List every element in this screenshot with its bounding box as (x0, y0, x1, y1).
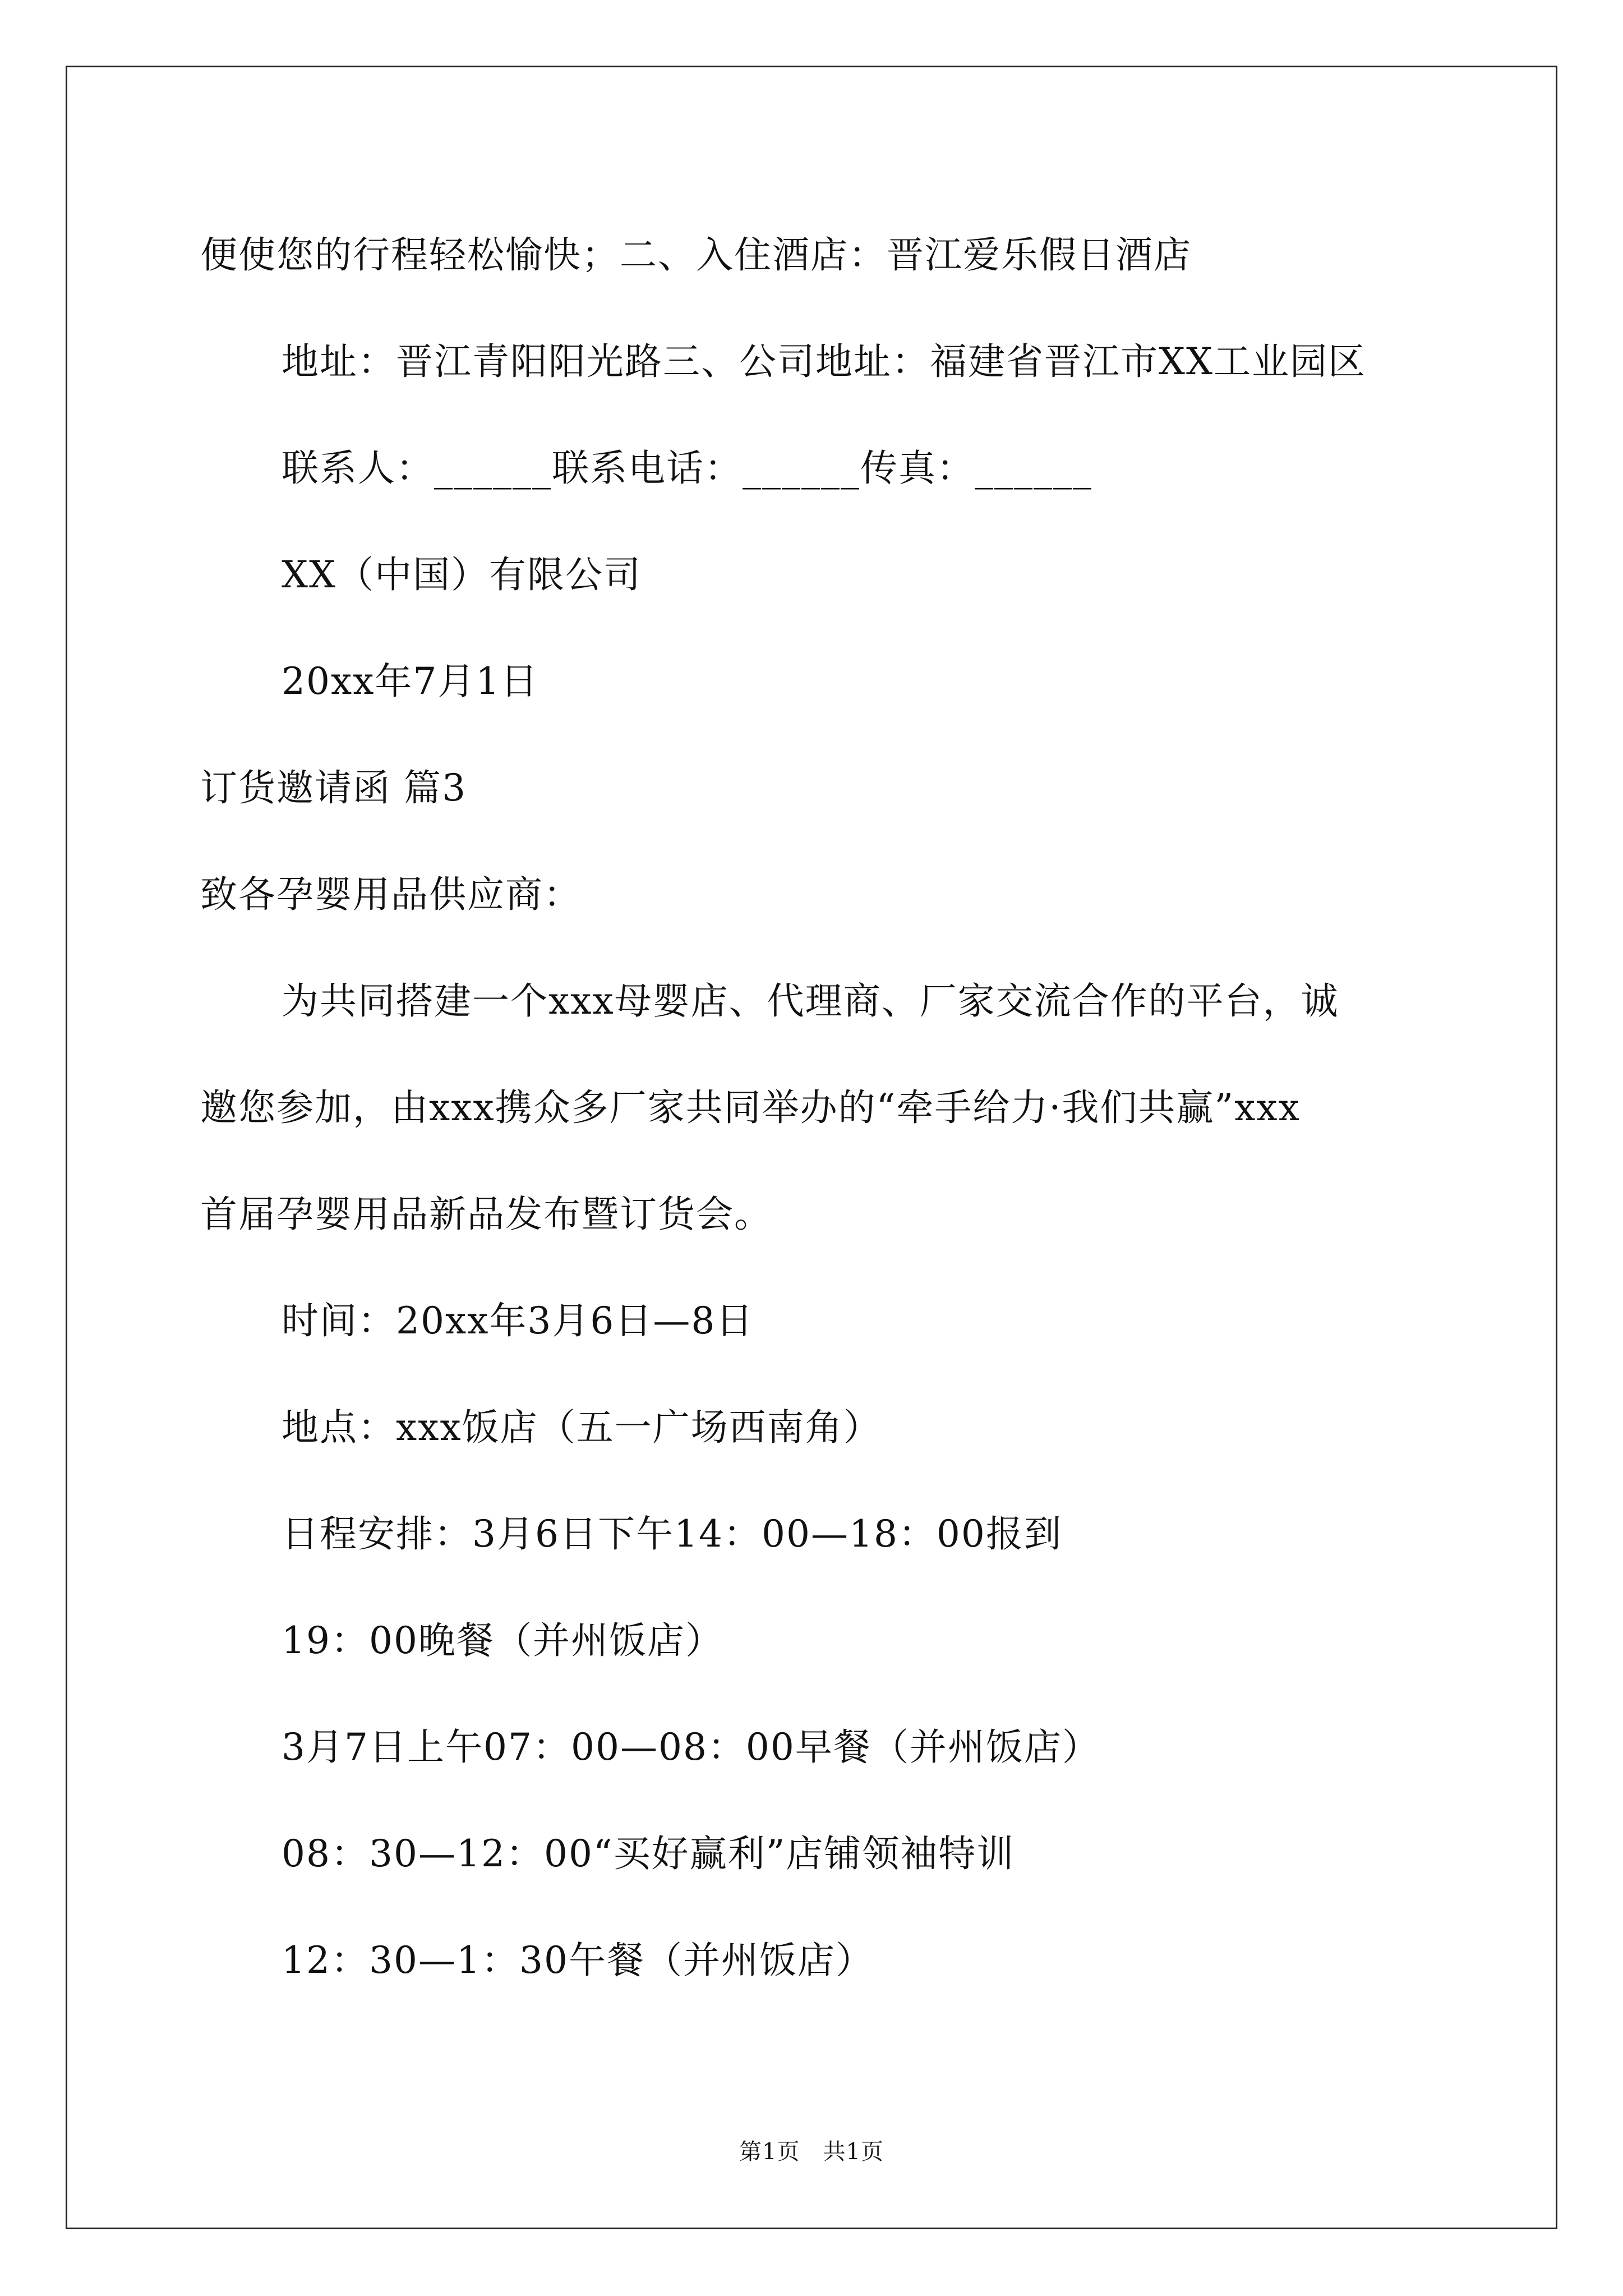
text-line: 3月7日上午07：00—08：00早餐（并州饭店） (282, 1726, 1100, 1769)
text-line: 时间：20xx年3月6日—8日 (282, 1299, 754, 1342)
page-footer: 第1页 共1页 (739, 2139, 884, 2165)
section-heading: 订货邀请函 篇3 (200, 766, 467, 809)
text-line: 联系人：______联系电话：______传真：______ (282, 447, 1092, 490)
text-line: 便使您的行程轻松愉快；二、入住酒店：晋江爱乐假日酒店 (200, 233, 1192, 277)
page-frame (66, 66, 1557, 2229)
text-line: 19：00晚餐（并州饭店） (282, 1619, 723, 1662)
text-line: 日程安排：3月6日下午14：00—18：00报到 (282, 1512, 1062, 1556)
text-line: 为共同搭建一个xxx母婴店、代理商、厂家交流合作的平台，诚 (282, 979, 1339, 1023)
text-line: 地址：晋江青阳阳光路三、公司地址：福建省晋江市XX工业园区 (282, 340, 1366, 383)
text-line: 邀您参加，由xxx携众多厂家共同举办的“牵手给力·我们共赢”xxx (200, 1086, 1301, 1129)
text-line: 地点：xxx饭店（五一广场西南角） (282, 1406, 882, 1449)
salutation: 致各孕婴用品供应商： (200, 873, 582, 916)
text-line: 20xx年7月1日 (282, 660, 539, 703)
text-line: 08：30—12：00“买好赢利”店铺领袖特训 (282, 1832, 1015, 1875)
text-line: XX（中国）有限公司 (282, 553, 642, 596)
text-line: 首届孕婴用品新品发布暨订货会。 (200, 1193, 772, 1236)
text-line: 12：30—1：30午餐（并州饭店） (282, 1939, 874, 1982)
